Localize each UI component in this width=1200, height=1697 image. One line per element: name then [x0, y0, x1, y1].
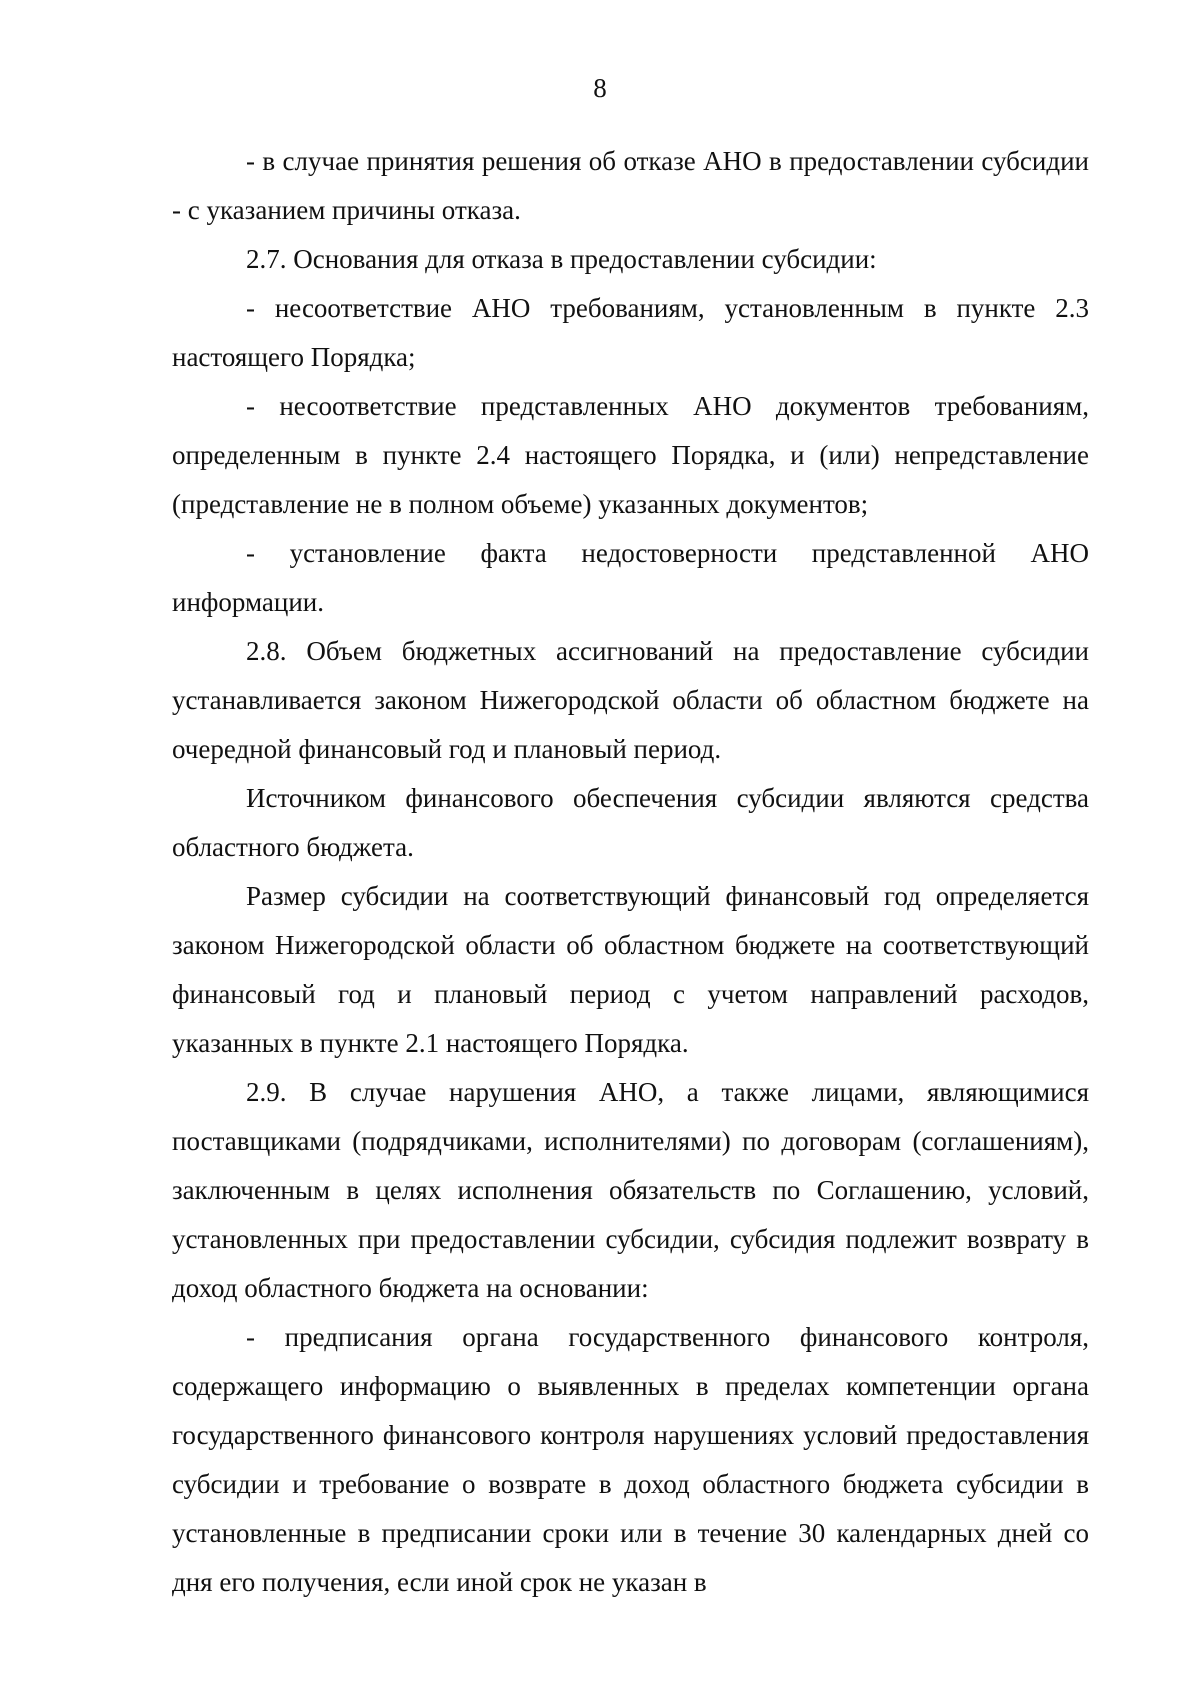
paragraph-subsidy-amount: Размер субсидии на соответствующий финансовый год определяется законом Нижегородской области об областном бюджете на соответствующий финансовый год и плановый период с учетом направлений расходов, указанных в пункте 2.1 настоящего Порядка. [172, 881, 1089, 1058]
paragraph-funding-source: Источником финансового обеспечения субсидии являются средства областного бюджета. [172, 783, 1089, 862]
paragraph-refusal-decision-notice: - в случае принятия решения об отказе АНО в предоставлении субсидии - с указанием причины отказа. [172, 146, 1089, 225]
paragraph-non-compliance-requirements: - несоответствие АНО требованиям, установленным в пункте 2.3 настоящего Порядка; [172, 293, 1089, 372]
page-number: 8 [593, 73, 607, 103]
paragraph-2-7-heading: 2.7. Основания для отказа в предоставлении субсидии: [246, 244, 877, 274]
paragraph-non-compliance-documents: - несоответствие представленных АНО документов требованиям, определенным в пункте 2.4 настоящего Порядка, и (или) непредставление (представление не в полном объеме) указанных документов; [172, 391, 1089, 519]
document-body [172, 137, 1089, 1607]
paragraph-2-9-violation-return: 2.9. В случае нарушения АНО, а также лицами, являющимися поставщиками (подрядчиками, исполнителями) по договорам (соглашениям), заключенным в целях исполнения обязательств по Соглашению, условий, установленных при предоставлении субсидии, субсидия подлежит возврату в доход областного бюджета на основании: [172, 1077, 1089, 1303]
paragraph-control-body-order: - предписания органа государственного финансового контроля, содержащего информацию о выявленных в пределах компетенции органа государственного финансового контроля нарушениях условий предоставления субсидии и требование о возврате в доход областного бюджета субсидии в установленные в предписании сроки или в течение 30 календарных дней со дня его получения, если иной срок не указан в [172, 1322, 1089, 1597]
paragraph-2-8-budget-volume: 2.8. Объем бюджетных ассигнований на предоставление субсидии устанавливается законом Нижегородской области об областном бюджете на очередной финансовый год и плановый период. [172, 636, 1089, 764]
paragraph-unreliable-information: - установление факта недостоверности представленной АНО информации. [172, 538, 1089, 617]
